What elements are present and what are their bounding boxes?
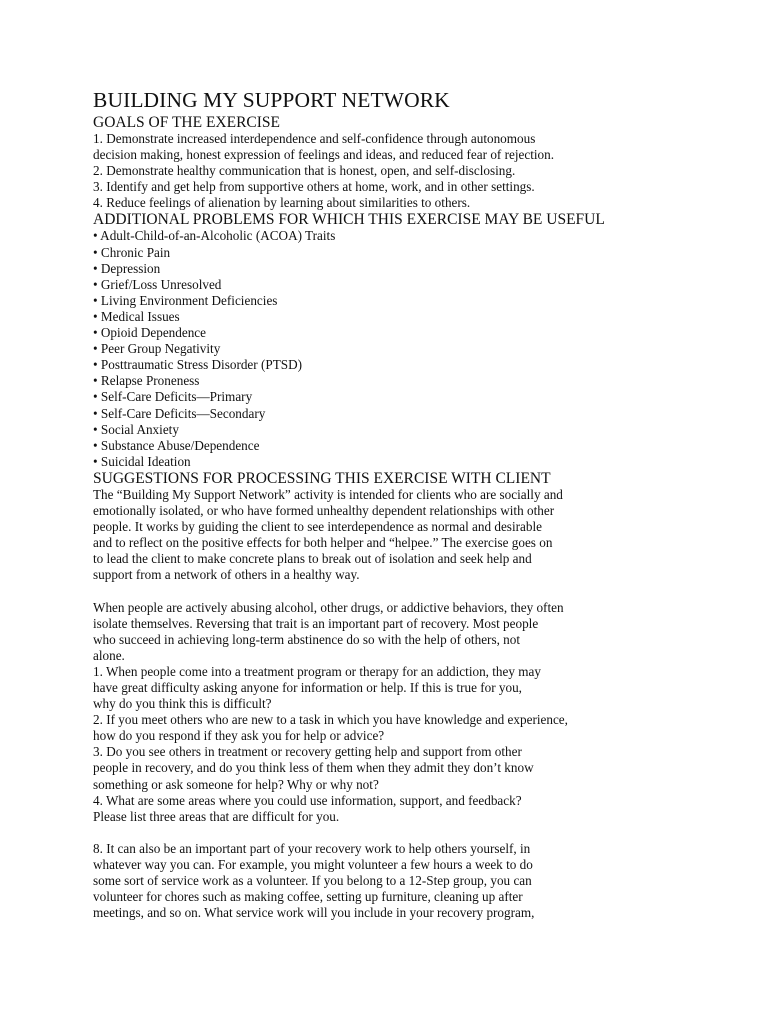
list-item: • Depression	[93, 260, 161, 276]
paragraph-line: and to reflect on the positive effects for both helper and “helpee.” The exercise goes on	[93, 535, 553, 551]
paragraph-line: The “Building My Support Network” activity is intended for clients who are socially and	[93, 486, 563, 502]
paragraph-line: something or ask someone for help? Why or why not?	[93, 776, 379, 792]
paragraph-line: isolate themselves. Reversing that trait is an important part of recovery. Most people	[93, 615, 539, 631]
paragraph-line: meetings, and so on. What service work will you include in your recovery program,	[93, 905, 535, 921]
paragraph-line: emotionally isolated, or who have formed unhealthy dependent relationships with other	[93, 502, 555, 518]
paragraph-line: support from a network of others in a healthy way.	[93, 567, 360, 583]
list-item: • Self-Care Deficits—Primary	[93, 389, 253, 405]
paragraph-line: volunteer for chores such as making coffee, setting up furniture, cleaning up after	[93, 889, 523, 905]
list-item: • Substance Abuse/Dependence	[93, 437, 260, 453]
goals-line: decision making, honest expression of feelings and ideas, and reduced fear of rejection.	[93, 147, 555, 163]
list-item: • Relapse Proneness	[93, 373, 200, 389]
list-item: • Suicidal Ideation	[93, 453, 191, 469]
suggestions-section	[93, 470, 743, 922]
suggestions-heading: SUGGESTIONS FOR PROCESSING THIS EXERCISE WITH CLIENT	[93, 469, 551, 487]
goals-section	[93, 114, 743, 211]
problems-heading: ADDITIONAL PROBLEMS FOR WHICH THIS EXERCISE MAY BE USEFUL	[93, 211, 605, 229]
suggestions-paragraph-2	[93, 600, 743, 825]
paragraph-spacer	[93, 825, 743, 841]
paragraph-line: how do you respond if they ask you for help or advice?	[93, 728, 385, 744]
list-item: • Opioid Dependence	[93, 325, 207, 341]
suggestions-paragraph-1	[93, 487, 743, 584]
list-item: • Peer Group Negativity	[93, 341, 221, 357]
paragraph-line: who succeed in achieving long-term abstinence do so with the help of others, not	[93, 631, 521, 647]
paragraph-line: 3. Do you see others in treatment or recovery getting help and support from other	[93, 744, 522, 760]
paragraph-line: people in recovery, and do you think less of them when they admit they don’t know	[93, 760, 534, 776]
list-item: • Self-Care Deficits—Secondary	[93, 405, 266, 421]
paragraph-line: whatever way you can. For example, you might volunteer a few hours a week to do	[93, 857, 533, 873]
suggestions-paragraph-3	[93, 841, 743, 921]
list-item: • Adult-Child-of-an-Alcoholic (ACOA) Traits	[93, 228, 336, 244]
paragraph-line: When people are actively abusing alcohol, other drugs, or addictive behaviors, they often	[93, 599, 564, 615]
paragraph-line: why do you think this is difficult?	[93, 696, 272, 712]
goals-line: 2. Demonstrate healthy communication that is honest, open, and self-disclosing.	[93, 163, 516, 179]
paragraph-line: 2. If you meet others who are new to a task in which you have knowledge and experience,	[93, 712, 568, 728]
paragraph-line: to lead the client to make concrete plans to break out of isolation and seek help and	[93, 551, 532, 567]
goals-line: 1. Demonstrate increased interdependence and self-confidence through autonomous	[93, 131, 536, 146]
list-item: • Social Anxiety	[93, 421, 179, 437]
paragraph-line: 4. What are some areas where you could use information, support, and feedback?	[93, 792, 522, 808]
list-item: • Medical Issues	[93, 308, 180, 324]
paragraph-line: some sort of service work as a volunteer. If you belong to a 12-Step group, you can	[93, 873, 532, 889]
paragraph-spacer	[93, 583, 743, 599]
list-item: • Living Environment Deficiencies	[93, 292, 278, 308]
problems-list	[93, 228, 743, 469]
paragraph-line: have great difficulty asking anyone for information or help. If this is true for you,	[93, 680, 522, 695]
paragraph-line: alone.	[93, 647, 125, 663]
paragraph-line: 8. It can also be an important part of your recovery work to help others yourself, in	[93, 840, 531, 856]
list-item: • Chronic Pain	[93, 244, 171, 260]
goals-line: 4. Reduce feelings of alienation by learning about similarities to others.	[93, 195, 471, 211]
goals-heading: GOALS OF THE EXERCISE	[93, 114, 281, 131]
paragraph-line: Please list three areas that are difficult for you.	[93, 808, 340, 824]
list-item: • Grief/Loss Unresolved	[93, 276, 222, 292]
list-item: • Posttraumatic Stress Disorder (PTSD)	[93, 357, 303, 373]
document-page	[93, 86, 743, 921]
paragraph-line: 1. When people come into a treatment program or therapy for an addiction, they may	[93, 663, 541, 679]
goals-list	[93, 131, 743, 211]
paragraph-line: people. It works by guiding the client to see interdependence as normal and desirable	[93, 519, 542, 535]
goals-line: 3. Identify and get help from supportive others at home, work, and in other settings.	[93, 179, 535, 195]
problems-section	[93, 211, 743, 469]
document-title: BUILDING MY SUPPORT NETWORK	[93, 88, 450, 112]
